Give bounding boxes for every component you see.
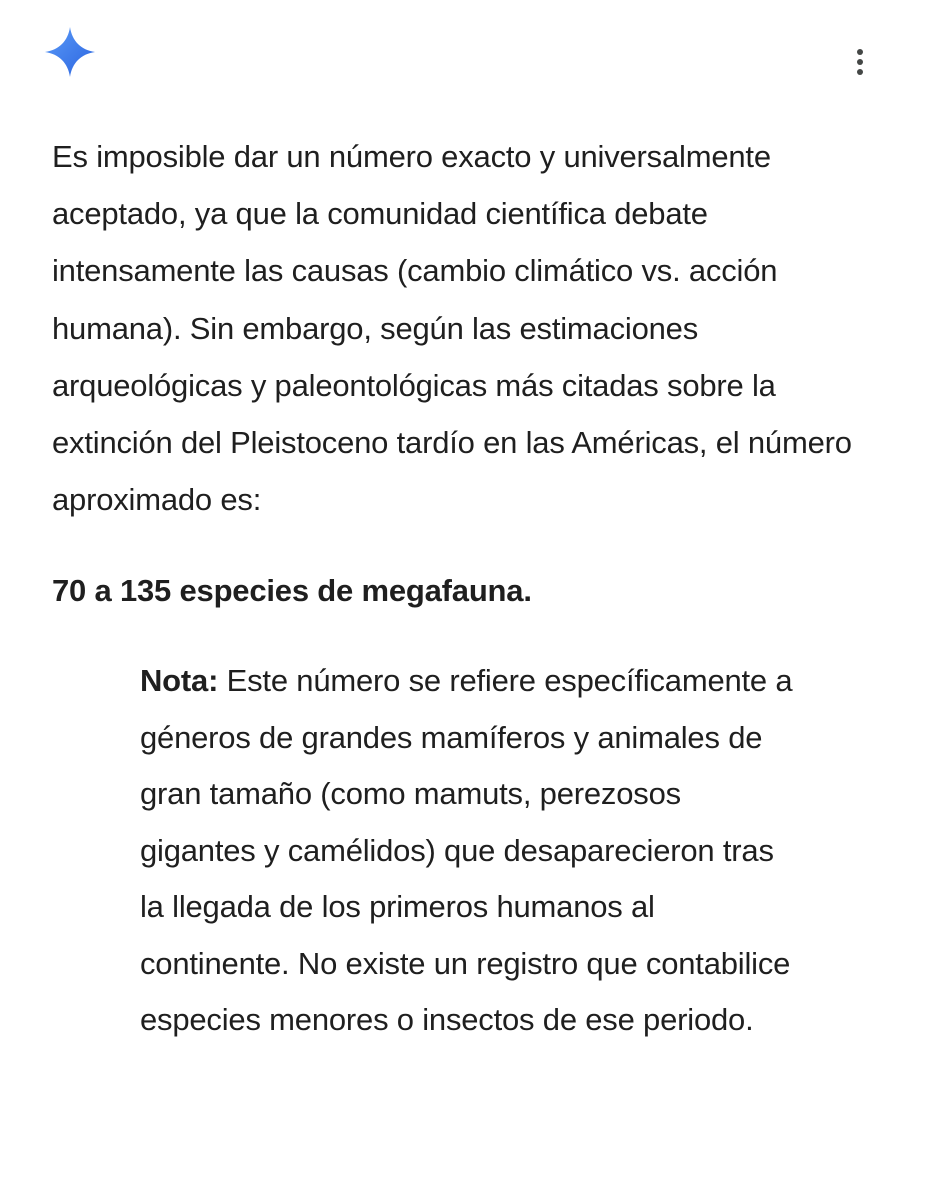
response-body: [52, 128, 892, 1049]
gemini-spark-icon: [44, 26, 96, 78]
response-header: [0, 0, 939, 110]
note-label: Nota:: [140, 663, 219, 699]
more-vert-icon: [856, 48, 864, 76]
more-options-button[interactable]: [836, 40, 884, 84]
intro-paragraph: Es imposible dar un número exacto y universalmente aceptado, ya que la comunidad científica debate intensamente las causas (cambio climático vs. acción humana). Sin embargo, según las estimaciones arqueológicas y paleontológicas más citadas sobre la extinción del Pleistoceno tardío en las Américas, el número aproximado es:: [52, 139, 852, 518]
answer-highlight: 70 a 135 especies de megafauna.: [52, 573, 532, 609]
note-text: Este número se refiere específicamente a géneros de grandes mamíferos y animales de gran tamaño (como mamuts, perezosos gigantes y camélidos) que desaparecieron tras la llegada de los primeros humanos al continente. No existe un registro que contabilice especies menores o insectos de ese periodo.: [140, 663, 793, 1038]
note-block: [140, 653, 800, 1049]
